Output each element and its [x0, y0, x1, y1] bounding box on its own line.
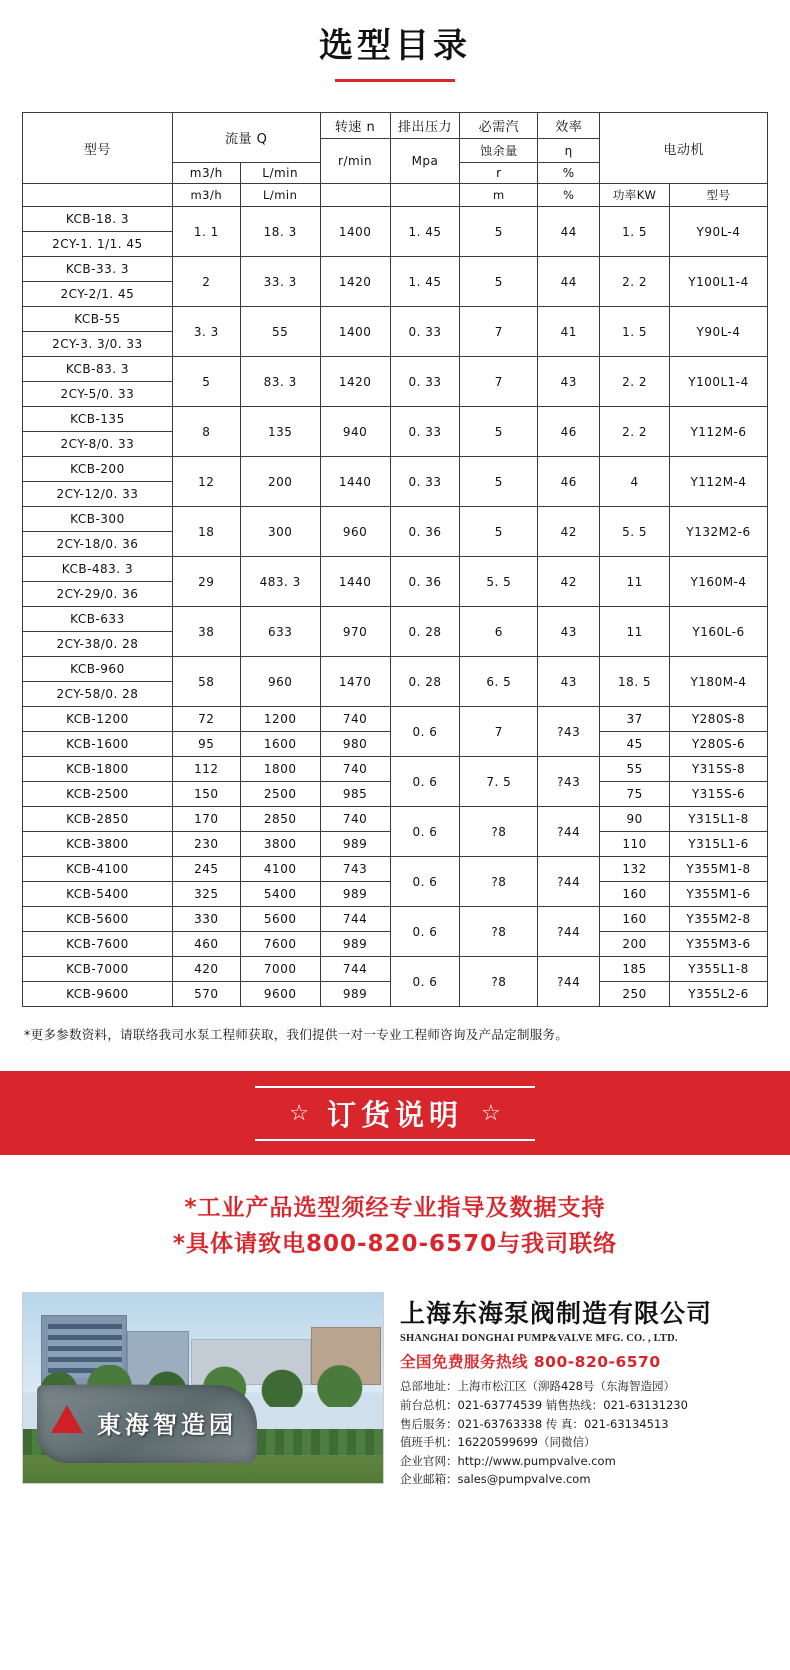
th-eff-symbol: η: [538, 139, 600, 163]
cell-model-primary: KCB-55: [23, 307, 173, 332]
cell-motor-model: Y100L1-4: [670, 357, 768, 407]
company-hotline: 全国免费服务热线 800-820-6570: [400, 1353, 661, 1372]
company-contact-line: 售后服务：021-63763338 传 真：021-63134513: [400, 1416, 669, 1431]
cell-flow-lmin: 33. 3: [240, 257, 320, 307]
banner-title: 订货说明: [326, 1097, 463, 1132]
cell-npsh: 7. 5: [460, 757, 538, 807]
cell-speed: 740: [320, 757, 390, 782]
cell-motor-power: 1. 5: [600, 307, 670, 357]
cell-model-primary: KCB-83. 3: [23, 357, 173, 382]
cell-motor-model: Y315L1-6: [670, 832, 768, 857]
cell-model-primary: KCB-200: [23, 457, 173, 482]
cell-efficiency: 44: [538, 257, 600, 307]
cell-speed: 740: [320, 707, 390, 732]
cell-motor-power: 11: [600, 557, 670, 607]
cell-speed: 970: [320, 607, 390, 657]
cell-speed: 1420: [320, 257, 390, 307]
cell-pressure: 0. 6: [390, 907, 460, 957]
company-contact-line: 总部地址：上海市松江区（泖路428号（东海智造园）: [400, 1379, 675, 1394]
cell-flow-lmin: 4100: [240, 857, 320, 882]
cell-efficiency: 43: [538, 657, 600, 707]
cell-motor-model: Y315L1-8: [670, 807, 768, 832]
cell-model-primary: KCB-1800: [23, 757, 173, 782]
factory-photo: [22, 1292, 384, 1484]
cell-npsh: 7: [460, 357, 538, 407]
cell-motor-power: 37: [600, 707, 670, 732]
cell-model-primary: KCB-960: [23, 657, 173, 682]
cell-efficiency: 44: [538, 207, 600, 257]
th-model: 型号: [23, 113, 173, 184]
cell-npsh: 5: [460, 457, 538, 507]
th-flow: 流量 Q: [172, 113, 320, 163]
th-speed: 转速 n: [320, 113, 390, 139]
footer: [0, 1288, 790, 1519]
cell-pressure: 0. 33: [390, 457, 460, 507]
table-row: [23, 257, 768, 282]
cell-motor-model: Y355L2-6: [670, 982, 768, 1007]
cell-motor-model: Y160L-6: [670, 607, 768, 657]
cell-pressure: 0. 33: [390, 407, 460, 457]
cell-flow-m3h: 38: [172, 607, 240, 657]
cell-flow-m3h: 72: [172, 707, 240, 732]
cell-pressure: 0. 36: [390, 507, 460, 557]
cell-motor-model: Y180M-4: [670, 657, 768, 707]
cell-efficiency: 43: [538, 357, 600, 407]
company-name-en: SHANGHAI DONGHAI PUMP&VALVE MFG. CO. , LTD.: [400, 1333, 678, 1345]
th-speed-unit: r/min: [320, 139, 390, 184]
cell-flow-m3h: 95: [172, 732, 240, 757]
table-row: [23, 757, 768, 782]
cell-speed: 1440: [320, 457, 390, 507]
cell-speed: 744: [320, 907, 390, 932]
cell-npsh: ?8: [460, 907, 538, 957]
cell-model-secondary: 2CY-29/0. 36: [23, 582, 173, 607]
cell-efficiency: 43: [538, 607, 600, 657]
th-pressure-unit: Mpa: [390, 139, 460, 184]
cell-npsh: ?8: [460, 957, 538, 1007]
cell-motor-model: Y100L1-4: [670, 257, 768, 307]
cell-motor-power: 11: [600, 607, 670, 657]
photo-signage-stone: [37, 1385, 257, 1463]
star-right-icon: ☆: [481, 1100, 501, 1125]
cell-flow-lmin: 18. 3: [240, 207, 320, 257]
cell-flow-m3h: 150: [172, 782, 240, 807]
cell-npsh: 7: [460, 707, 538, 757]
cell-motor-power: 18. 5: [600, 657, 670, 707]
cell-speed: 1400: [320, 307, 390, 357]
th-npsh-1: 必需汽: [460, 113, 538, 139]
cell-flow-lmin: 3800: [240, 832, 320, 857]
table-row: [23, 557, 768, 582]
cell-motor-model: Y315S-6: [670, 782, 768, 807]
cell-model-primary: KCB-300: [23, 507, 173, 532]
cell-speed: 1420: [320, 357, 390, 407]
cell-motor-model: Y160M-4: [670, 557, 768, 607]
cell-motor-model: Y280S-6: [670, 732, 768, 757]
cell-motor-power: 4: [600, 457, 670, 507]
cell-model-secondary: 2CY-18/0. 36: [23, 532, 173, 557]
footnote: *更多参数资料，请联络我司水泵工程师获取，我们提供一对一专业工程师咨询及产品定制服务。: [24, 1027, 569, 1042]
cell-npsh: ?8: [460, 807, 538, 857]
th-npsh-r: r: [460, 163, 538, 184]
table-row: [23, 957, 768, 982]
cell-motor-power: 160: [600, 882, 670, 907]
cell-pressure: 0. 6: [390, 807, 460, 857]
cell-flow-lmin: 2500: [240, 782, 320, 807]
cell-efficiency: 46: [538, 457, 600, 507]
cell-speed: 940: [320, 407, 390, 457]
cell-flow-lmin: 2850: [240, 807, 320, 832]
table-row: [23, 857, 768, 882]
cell-motor-model: Y355L1-8: [670, 957, 768, 982]
company-contact-line: 值班手机：16220599699（同微信）: [400, 1435, 596, 1450]
cell-pressure: 0. 6: [390, 857, 460, 907]
table-row: [23, 307, 768, 332]
cell-efficiency: ?44: [538, 857, 600, 907]
cell-model-secondary: 2CY-12/0. 33: [23, 482, 173, 507]
table-row: [23, 657, 768, 682]
cell-motor-power: 185: [600, 957, 670, 982]
cell-motor-power: 200: [600, 932, 670, 957]
cell-model-primary: KCB-9600: [23, 982, 173, 1007]
spec-table: [22, 112, 768, 1007]
cell-flow-lmin: 483. 3: [240, 557, 320, 607]
table-head: [23, 113, 768, 207]
cell-flow-m3h: 460: [172, 932, 240, 957]
title-block: [0, 0, 790, 82]
company-contact-line: 前台总机：021-63774539 销售热线：021-63131230: [400, 1397, 688, 1412]
table-body-paired: [23, 207, 768, 707]
table-row: [23, 457, 768, 482]
star-left-icon: ☆: [289, 1100, 309, 1125]
cell-pressure: 1. 45: [390, 207, 460, 257]
cell-model-secondary: 2CY-38/0. 28: [23, 632, 173, 657]
cell-npsh: 6: [460, 607, 538, 657]
th-motor-model: 型号: [670, 184, 768, 207]
cell-flow-m3h: 12: [172, 457, 240, 507]
cell-flow-m3h: 330: [172, 907, 240, 932]
cell-efficiency: 41: [538, 307, 600, 357]
cell-speed: 744: [320, 957, 390, 982]
table-row: [23, 207, 768, 232]
cell-npsh: 7: [460, 307, 538, 357]
cell-efficiency: ?44: [538, 807, 600, 857]
company-contact-lines: [400, 1377, 768, 1489]
cell-flow-m3h: 112: [172, 757, 240, 782]
cell-model-primary: KCB-33. 3: [23, 257, 173, 282]
cell-motor-model: Y132M2-6: [670, 507, 768, 557]
cell-model-primary: KCB-7000: [23, 957, 173, 982]
cell-model-secondary: 2CY-58/0. 28: [23, 682, 173, 707]
cell-efficiency: ?43: [538, 757, 600, 807]
cell-flow-m3h: 29: [172, 557, 240, 607]
spec-table-wrap: [0, 82, 790, 1007]
banner-inner: [255, 1086, 534, 1141]
table-body-single: [23, 707, 768, 1007]
cell-flow-lmin: 9600: [240, 982, 320, 1007]
cell-motor-power: 1. 5: [600, 207, 670, 257]
cell-efficiency: ?44: [538, 907, 600, 957]
cell-flow-lmin: 83. 3: [240, 357, 320, 407]
table-row: [23, 407, 768, 432]
cell-model-primary: KCB-2850: [23, 807, 173, 832]
cell-model-primary: KCB-483. 3: [23, 557, 173, 582]
cell-flow-m3h: 570: [172, 982, 240, 1007]
cell-npsh: ?8: [460, 857, 538, 907]
th-flow-unit-m3h: m3/h: [172, 163, 240, 184]
cell-flow-lmin: 5400: [240, 882, 320, 907]
cell-flow-m3h: 2: [172, 257, 240, 307]
cell-model-primary: KCB-18. 3: [23, 207, 173, 232]
table-row: [23, 507, 768, 532]
cell-flow-lmin: 7600: [240, 932, 320, 957]
cell-flow-lmin: 200: [240, 457, 320, 507]
table-row: [23, 607, 768, 632]
cell-motor-model: Y112M-6: [670, 407, 768, 457]
cell-flow-lmin: 55: [240, 307, 320, 357]
cell-flow-m3h: 5: [172, 357, 240, 407]
cell-speed: 1470: [320, 657, 390, 707]
order-instructions-banner: [0, 1071, 790, 1155]
cell-efficiency: 42: [538, 557, 600, 607]
cell-motor-power: 45: [600, 732, 670, 757]
cell-efficiency: 42: [538, 507, 600, 557]
cell-npsh: 5. 5: [460, 557, 538, 607]
company-name-cn: 上海东海泵阀制造有限公司: [400, 1299, 713, 1329]
cell-flow-m3h: 58: [172, 657, 240, 707]
cell-motor-model: Y112M-4: [670, 457, 768, 507]
cell-flow-lmin: 633: [240, 607, 320, 657]
cell-flow-lmin: 1200: [240, 707, 320, 732]
cell-pressure: 0. 28: [390, 607, 460, 657]
cell-flow-m3h: 170: [172, 807, 240, 832]
order-note-2: *具体请致电800-820-6570与我司联络: [172, 1230, 618, 1257]
signage-text: 東海智造园: [97, 1411, 237, 1440]
cell-model-primary: KCB-135: [23, 407, 173, 432]
cell-npsh: 6. 5: [460, 657, 538, 707]
cell-flow-m3h: 325: [172, 882, 240, 907]
table-row: [23, 357, 768, 382]
cell-pressure: 0. 6: [390, 757, 460, 807]
cell-model-primary: KCB-4100: [23, 857, 173, 882]
cell-motor-power: 55: [600, 757, 670, 782]
cell-speed: 740: [320, 807, 390, 832]
cell-speed: 989: [320, 882, 390, 907]
cell-motor-model: Y355M1-8: [670, 857, 768, 882]
cell-pressure: 0. 36: [390, 557, 460, 607]
cell-flow-lmin: 1600: [240, 732, 320, 757]
th-npsh-2: 蚀余量: [460, 139, 538, 163]
cell-pressure: 0. 33: [390, 357, 460, 407]
cell-motor-power: 110: [600, 832, 670, 857]
cell-flow-m3h: 8: [172, 407, 240, 457]
cell-npsh: 5: [460, 407, 538, 457]
cell-model-primary: KCB-1200: [23, 707, 173, 732]
cell-model-secondary: 2CY-5/0. 33: [23, 382, 173, 407]
order-note-1: *工业产品选型须经专业指导及数据支持: [184, 1195, 606, 1221]
th-eff-percent: %: [538, 163, 600, 184]
cell-model-primary: KCB-5600: [23, 907, 173, 932]
cell-model-secondary: 2CY-1. 1/1. 45: [23, 232, 173, 257]
header-row-4: [23, 184, 768, 207]
cell-flow-lmin: 5600: [240, 907, 320, 932]
cell-flow-lmin: 300: [240, 507, 320, 557]
order-notes: [0, 1155, 790, 1288]
cell-pressure: 0. 6: [390, 957, 460, 1007]
th-motor: 电动机: [600, 113, 768, 184]
cell-motor-model: Y355M1-6: [670, 882, 768, 907]
cell-model-primary: KCB-1600: [23, 732, 173, 757]
cell-flow-lmin: 7000: [240, 957, 320, 982]
cell-model-secondary: 2CY-8/0. 33: [23, 432, 173, 457]
cell-speed: 1440: [320, 557, 390, 607]
page-title: 选型目录: [319, 26, 471, 66]
th-unit-lmin: L/min: [240, 184, 320, 207]
cell-motor-power: 2. 2: [600, 257, 670, 307]
cell-npsh: 5: [460, 257, 538, 307]
cell-speed: 743: [320, 857, 390, 882]
cell-efficiency: ?43: [538, 707, 600, 757]
cell-motor-model: Y315S-8: [670, 757, 768, 782]
th-unit-eff-percent: %: [538, 184, 600, 207]
th-pressure: 排出压力: [390, 113, 460, 139]
cell-model-primary: KCB-2500: [23, 782, 173, 807]
th-eff: 效率: [538, 113, 600, 139]
th-motor-power: 功率KW: [600, 184, 670, 207]
cell-motor-power: 90: [600, 807, 670, 832]
th-unit-mpa: [390, 184, 460, 207]
cell-model-primary: KCB-633: [23, 607, 173, 632]
cell-speed: 960: [320, 507, 390, 557]
cell-motor-power: 2. 2: [600, 407, 670, 457]
company-info: [400, 1292, 768, 1489]
th-model-units: [23, 184, 173, 207]
cell-flow-m3h: 1. 1: [172, 207, 240, 257]
cell-speed: 989: [320, 982, 390, 1007]
cell-motor-power: 160: [600, 907, 670, 932]
cell-pressure: 0. 6: [390, 707, 460, 757]
cell-motor-power: 250: [600, 982, 670, 1007]
cell-motor-power: 75: [600, 782, 670, 807]
cell-pressure: 0. 33: [390, 307, 460, 357]
cell-flow-lmin: 960: [240, 657, 320, 707]
cell-speed: 1400: [320, 207, 390, 257]
table-row: [23, 707, 768, 732]
th-unit-npsh-m: m: [460, 184, 538, 207]
company-logo-icon: [51, 1405, 83, 1433]
th-unit-rpm: [320, 184, 390, 207]
cell-model-primary: KCB-5400: [23, 882, 173, 907]
cell-speed: 980: [320, 732, 390, 757]
cell-speed: 989: [320, 832, 390, 857]
cell-pressure: 0. 28: [390, 657, 460, 707]
cell-motor-model: Y280S-8: [670, 707, 768, 732]
cell-motor-power: 2. 2: [600, 357, 670, 407]
cell-model-primary: KCB-3800: [23, 832, 173, 857]
cell-flow-m3h: 245: [172, 857, 240, 882]
th-unit-m3h: m3/h: [172, 184, 240, 207]
cell-model-secondary: 2CY-2/1. 45: [23, 282, 173, 307]
cell-efficiency: 46: [538, 407, 600, 457]
cell-motor-model: Y90L-4: [670, 207, 768, 257]
cell-motor-model: Y355M3-6: [670, 932, 768, 957]
company-contact-line: 企业官网：http://www.pumpvalve.com: [400, 1453, 616, 1468]
cell-flow-m3h: 420: [172, 957, 240, 982]
cell-flow-lmin: 1800: [240, 757, 320, 782]
cell-flow-m3h: 230: [172, 832, 240, 857]
table-row: [23, 807, 768, 832]
th-flow-unit-lmin: L/min: [240, 163, 320, 184]
cell-model-primary: KCB-7600: [23, 932, 173, 957]
cell-npsh: 5: [460, 507, 538, 557]
cell-motor-model: Y90L-4: [670, 307, 768, 357]
cell-pressure: 1. 45: [390, 257, 460, 307]
cell-motor-model: Y355M2-8: [670, 907, 768, 932]
table-row: [23, 907, 768, 932]
cell-motor-power: 5. 5: [600, 507, 670, 557]
cell-flow-m3h: 3. 3: [172, 307, 240, 357]
cell-flow-m3h: 18: [172, 507, 240, 557]
company-contact-line: 企业邮箱：sales@pumpvalve.com: [400, 1472, 591, 1487]
header-row-1: [23, 113, 768, 139]
cell-speed: 985: [320, 782, 390, 807]
cell-flow-lmin: 135: [240, 407, 320, 457]
cell-motor-power: 132: [600, 857, 670, 882]
cell-model-secondary: 2CY-3. 3/0. 33: [23, 332, 173, 357]
cell-speed: 989: [320, 932, 390, 957]
cell-efficiency: ?44: [538, 957, 600, 1007]
cell-npsh: 5: [460, 207, 538, 257]
